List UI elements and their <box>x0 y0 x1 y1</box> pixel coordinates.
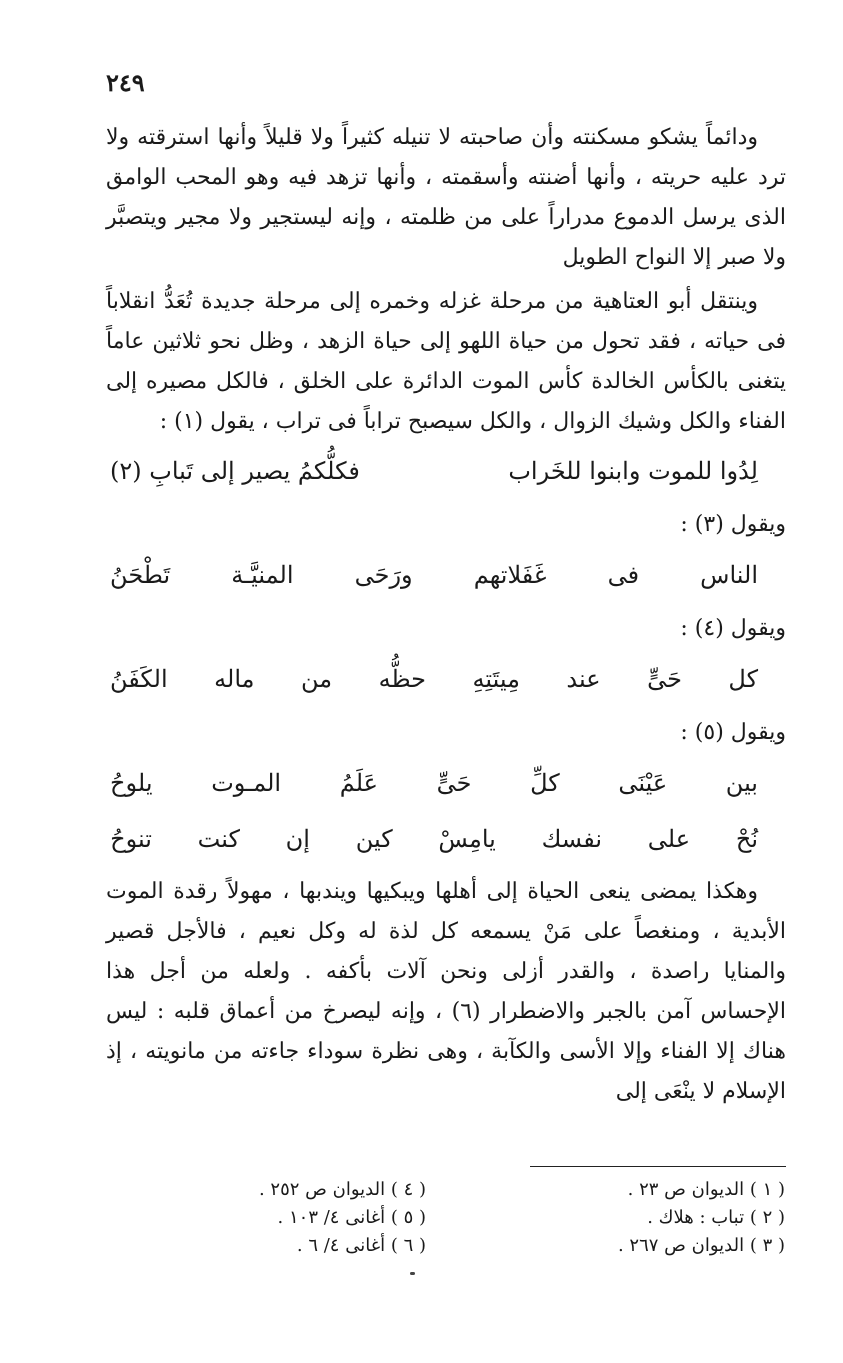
verse-4-line-2 <box>106 816 786 862</box>
verse-word: تنوحُ <box>110 825 152 853</box>
paragraph-3: وهكذا يمضى ينعى الحياة إلى أهلها ويبكيها ويندبها ، مهولاً رقدة الموت الأبدية ، ومنغصاً على مَنْ يسمعه كل لذة له وكل نعيم ، فالأجل قصير والمنايا راصدة ، والقدر أزلى ونحن آلات بأكفه . ولعله من أجل هذا الإحساس آمن بالجبر والاضطرار (٦) ، وإنه ليصرخ من أعماق قلبه : ليس هناك إلا الفناء وإلا الأسى والكآبة ، وهى نظرة سوداء جاءته من مانويته ، إذ الإسلام لا ينْعَى إلى <box>106 879 786 1104</box>
paragraph-2: وينتقل أبو العتاهية من مرحلة غزله وخمره إلى مرحلة جديدة تُعَدُّ انقلاباً فى حياته ، فقد تحول من حياة اللهو إلى حياة الزهد ، وظل نحو ثلاثين عاماً يتغنى بالكأس الخالدة كأس الموت الدائرة على الخلق ، فالكل مصيره إلى الفناء والكل وشيك الزوال ، والكل سيصبح تراباً فى تراب ، يقول (١) : <box>106 289 786 434</box>
verse-word: المـوت <box>211 769 282 797</box>
verse-word: ورَحَى <box>354 561 413 589</box>
verse-word: عَلَمُ <box>339 769 378 797</box>
verse-word: عند <box>566 665 601 693</box>
footnote-3: ( ٣ ) الديوان ص ٢٦٧ . <box>617 1235 785 1256</box>
verse-word: حَىٍّ <box>647 665 682 693</box>
verse-word: عَيْنَى <box>618 769 668 797</box>
page-number: ٢٤٩ <box>106 68 145 97</box>
footnote-divider <box>530 1166 786 1167</box>
verse-word: يلوحُ <box>110 769 153 797</box>
verse-word: فى <box>607 561 640 589</box>
verse-3 <box>106 656 786 702</box>
verse-word: نُحْ <box>735 825 758 853</box>
verse-intro-4: ويقول (٤) : <box>680 616 786 641</box>
verse-word: مِيتَتِهِ <box>472 665 520 693</box>
verse-word: حَىٍّ <box>436 769 472 797</box>
verse-word: على <box>647 825 691 853</box>
verse-word: كنت <box>197 825 240 853</box>
verse-word: ماله <box>214 665 255 693</box>
verse-word: الكَفَنُ <box>110 665 168 693</box>
verse-2 <box>106 552 786 598</box>
verse-word: من <box>300 665 333 693</box>
paragraph-1: ودائماً يشكو مسكنته وأن صاحبته لا تنيله كثيراً ولا قليلاً وأنها استرقته ولا ترد عليه حريته ، وأنها أضنته وأسقمته ، وأنها تزهد فيه وهو المحب الوامق الذى يرسل الدموع مدراراً على من ظلمته ، وإنه ليستجير ولا مجير ويتصبَّر ولا صبر إلا النواح الطويل <box>106 125 786 270</box>
ink-speck <box>410 1272 415 1275</box>
main-text <box>106 118 786 1112</box>
footnotes-left-column <box>236 1176 426 1260</box>
verse-word: غَفَلاتهم <box>473 561 547 589</box>
verse-intro-3: ويقول (٣) : <box>680 512 786 537</box>
verse-word: المنيَّـة <box>231 561 294 589</box>
verse-1 <box>106 448 786 494</box>
verse-word: كل <box>728 665 758 693</box>
verse-word: إن <box>285 825 310 853</box>
verse-word: كين <box>355 825 393 853</box>
verse-word: الناس <box>700 561 758 589</box>
footnotes-right-column <box>555 1176 785 1260</box>
footnote-2: ( ٢ ) تباب : هلاك . <box>647 1207 785 1228</box>
footnote-4: ( ٤ ) الديوان ص ٢٥٢ . <box>258 1179 426 1200</box>
verse-word: كلِّ <box>530 769 560 797</box>
footnote-6: ( ٦ ) أغانى ٤/ ٦ . <box>296 1235 426 1256</box>
footnote-5: ( ٥ ) أغانى ٤/ ١٠٣ . <box>277 1207 426 1228</box>
verse-word: تَطْحَنُ <box>110 561 171 589</box>
verse-word: حظُّه <box>378 665 426 693</box>
verse-intro-5: ويقول (٥) : <box>680 720 786 745</box>
verse-1-second-hemistich: فكلُّكمُ يصير إلى تَبابِ (٢) <box>110 457 360 485</box>
footnote-1: ( ١ ) الديوان ص ٢٣ . <box>627 1179 785 1200</box>
verse-word: بين <box>725 769 758 797</box>
verse-1-first-hemistich: لِدُوا للموت وابنوا للخَراب <box>508 457 758 485</box>
verse-word: يامِسْ <box>438 825 496 853</box>
verse-word: نفسك <box>541 825 603 853</box>
verse-4-line-1 <box>106 760 786 806</box>
